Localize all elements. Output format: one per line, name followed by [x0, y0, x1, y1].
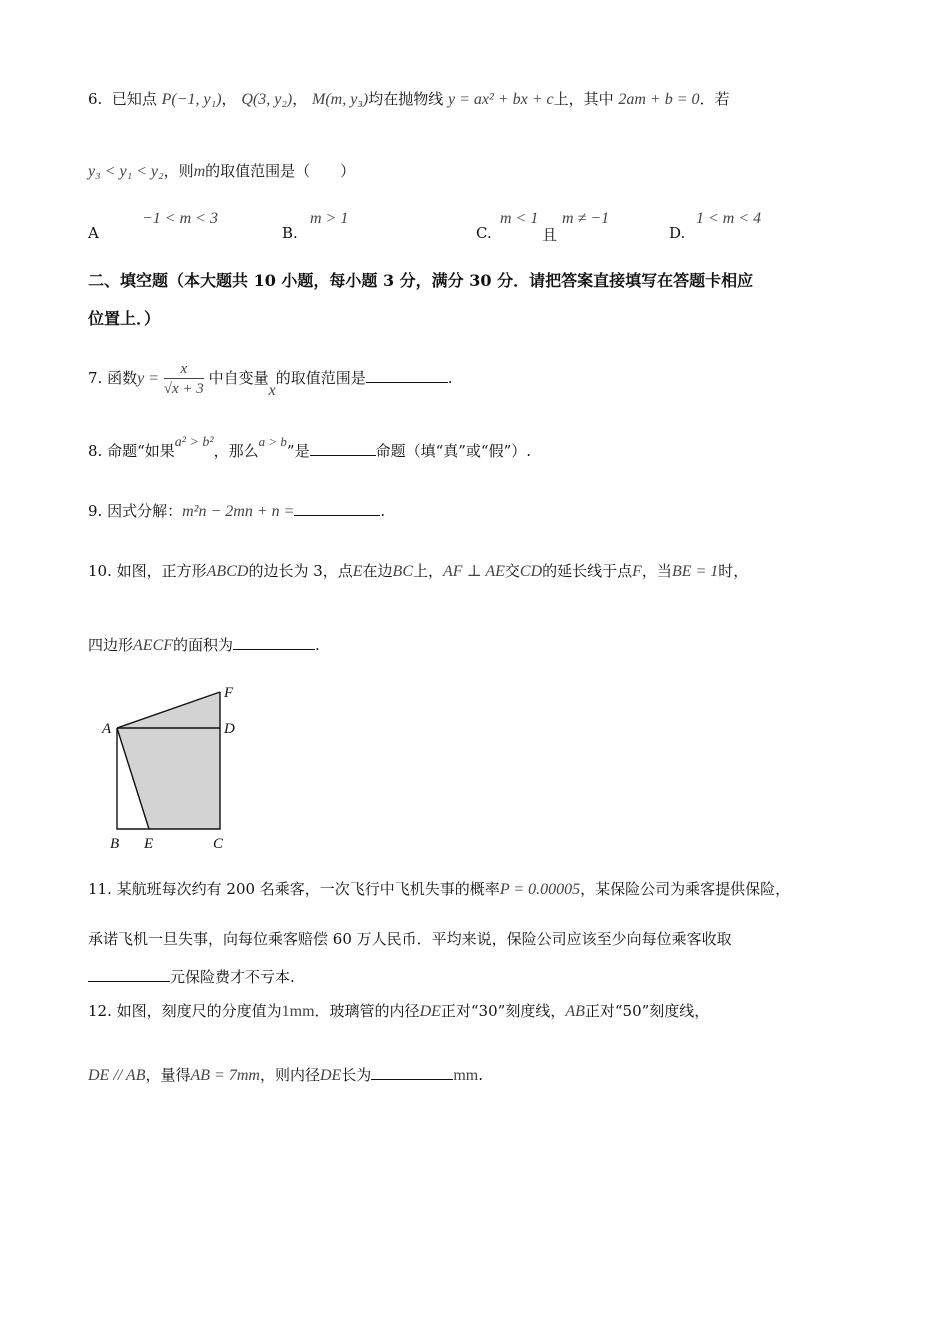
- q8-text-2: ，那么: [213, 442, 259, 460]
- q7-text-3: 的取值范围是: [275, 369, 366, 387]
- parabola-equation: y = ax² + bx + c: [448, 91, 554, 108]
- q7-text-2: 中自变量: [208, 369, 269, 387]
- q10-text-6: 的延长线于点: [542, 562, 633, 580]
- q12-line1: [88, 1000, 709, 1023]
- q6-text-3: 上，其中: [553, 90, 614, 108]
- q8-text-3: ”是: [286, 442, 310, 460]
- q12-text-3: 正对“30”刻度线，: [440, 1002, 566, 1020]
- q12-de: DE: [419, 1003, 441, 1020]
- q12-answer-blank[interactable]: [371, 1064, 453, 1080]
- q11-text-3: 元保险费才不亏本.: [170, 968, 295, 986]
- q10-answer-blank[interactable]: [233, 634, 315, 650]
- q11-line2: 承诺飞机一旦失事，向每位乘客赔偿 60 万人民币．平均来说，保险公司应该至少向每位乘客收取: [88, 930, 732, 948]
- section-2-heading-line1: 二、填空题（本大题共 10 小题，每小题 3 分，满分 30 分．请把答案直接填写在答题卡相应: [88, 271, 754, 290]
- q10-text-10: 的面积为: [173, 636, 234, 654]
- q8-condition-2: a > b: [258, 434, 287, 449]
- q12-measurement: AB = 7mm: [190, 1067, 260, 1084]
- q7-answer-blank[interactable]: [366, 367, 448, 383]
- q7-numerator: x: [164, 360, 204, 379]
- q10-text-8: 时，: [718, 562, 749, 580]
- q8-text-4: 命题（填“真”或“假”）.: [375, 442, 532, 460]
- q12-text-2: ．玻璃管的内径: [314, 1002, 420, 1020]
- q6-text-1: 已知点: [111, 90, 157, 108]
- q9-expression: m²n − 2mn + n =: [182, 503, 295, 520]
- q10-side-cd: CD: [519, 563, 543, 580]
- label-a: A: [102, 721, 112, 737]
- q6-sep-2: ，: [292, 90, 308, 108]
- q11-line1: [88, 878, 790, 901]
- q7-denominator: √x + 3: [163, 380, 204, 397]
- point-Q: Q(3, y₂): [241, 91, 293, 108]
- q10-perpendicular: AF ⊥ AE: [443, 563, 505, 580]
- q6-text-2: 均在抛物线: [368, 90, 444, 108]
- q10-quadrilateral: AECF: [133, 637, 174, 654]
- q11-text-1: 某航班每次约有 200 名乘客，一次飞行中飞机失事的概率: [116, 880, 500, 898]
- q7-text-1: 函数: [107, 369, 138, 387]
- option-b-label: B.: [282, 224, 298, 242]
- q10-text-1: 如图，正方形: [116, 562, 207, 580]
- q7-period: .: [447, 369, 453, 387]
- q12-unit: 1mm: [281, 1003, 315, 1020]
- point-P: P(−1, y₁): [161, 91, 222, 108]
- q8-line: [88, 434, 532, 464]
- q7-fraction: [164, 360, 204, 399]
- option-a-value: −1 < m < 3: [142, 210, 218, 227]
- q6-condition: 2am + b = 0: [618, 91, 700, 108]
- label-d: D: [224, 721, 235, 737]
- q7-lhs: y =: [137, 370, 160, 387]
- section-2-heading-line2: 位置上．）: [88, 309, 161, 328]
- q6-number: 6.: [88, 90, 103, 108]
- q10-be-length: BE = 1: [671, 563, 719, 580]
- q7-number: 7.: [88, 369, 103, 387]
- q12-number: 12.: [88, 1002, 112, 1020]
- q9-period: .: [380, 502, 386, 520]
- q8-condition-1: a² > b²: [174, 435, 214, 450]
- option-d-label: D.: [669, 224, 686, 242]
- q10-point-e: E: [352, 563, 363, 580]
- q10-point-f: F: [632, 563, 642, 580]
- q10-text-7: ，当: [641, 562, 672, 580]
- q12-de-2: DE: [319, 1067, 342, 1084]
- q7-variable: x: [268, 382, 276, 399]
- q10-line1: [88, 560, 748, 583]
- option-d-value: 1 < m < 4: [696, 210, 762, 227]
- option-c-value-2: m ≠ −1: [562, 210, 610, 227]
- q11-answer-blank[interactable]: [88, 966, 170, 982]
- q9-answer-blank[interactable]: [294, 500, 380, 516]
- q10-square-name: ABCD: [206, 563, 249, 580]
- q9-line: [88, 500, 385, 523]
- q6-text-5: ，则: [163, 162, 194, 180]
- option-c-and: 且: [542, 226, 558, 244]
- label-f: F: [224, 685, 234, 701]
- label-b: B: [110, 836, 120, 852]
- option-c-value-1: m < 1: [500, 210, 539, 227]
- option-c-label: C.: [476, 224, 492, 242]
- option-a-label: A: [88, 224, 99, 242]
- q10-text-2: 的边长为 3，点: [248, 562, 353, 580]
- shaded-quadrilateral-aecf: [117, 692, 220, 829]
- q12-period: .: [478, 1066, 483, 1084]
- q8-number: 8.: [88, 442, 103, 460]
- q8-text-1: 命题“如果: [107, 442, 175, 460]
- q11-text-2: ，某保险公司为乘客提供保险，: [580, 880, 791, 898]
- q11-number: 11.: [88, 880, 112, 898]
- q6-line2: [88, 160, 355, 183]
- q10-side-bc: BC: [392, 563, 413, 580]
- q8-answer-blank[interactable]: [310, 440, 376, 456]
- q10-figure: [96, 678, 256, 858]
- point-M: M(m, y₃): [312, 91, 369, 108]
- q7-line: [88, 356, 453, 401]
- q10-text-4: 上，: [413, 562, 444, 580]
- q6-line1: [88, 88, 730, 111]
- q10-number: 10.: [88, 562, 112, 580]
- q10-period: .: [315, 636, 320, 654]
- q12-text-4: 正对“50”刻度线，: [584, 1002, 710, 1020]
- q6-sep-1: ，: [221, 90, 237, 108]
- q10-text-3: 在边: [362, 562, 393, 580]
- label-c: C: [213, 836, 224, 852]
- q6-text-6: 的取值范围是（ ）: [205, 162, 356, 180]
- q12-parallel: DE // AB: [88, 1067, 146, 1084]
- option-b-value: m > 1: [310, 210, 349, 227]
- q12-text-5: ，量得: [145, 1066, 191, 1084]
- q12-text-6: ，则内径: [259, 1066, 320, 1084]
- q10-text-5: 交: [504, 562, 520, 580]
- q11-line3: [88, 966, 295, 988]
- q12-text-1: 如图，刻度尺的分度值为: [116, 1002, 282, 1020]
- q12-text-7: 长为: [341, 1066, 372, 1084]
- q9-number: 9.: [88, 502, 103, 520]
- label-e: E: [144, 836, 154, 852]
- q11-probability: P = 0.00005: [499, 881, 581, 898]
- q12-mm-unit: mm: [453, 1067, 479, 1084]
- q9-text-1: 因式分解：: [107, 502, 183, 520]
- q6-m-variable: m: [193, 163, 206, 180]
- q10-text-9: 四边形: [88, 636, 134, 654]
- q6-inequality: y₃ < y₁ < y₂: [88, 163, 164, 180]
- q12-line2: [88, 1064, 483, 1087]
- q6-text-4: ．若: [699, 90, 730, 108]
- q12-ab: AB: [565, 1003, 585, 1020]
- q10-line2: [88, 634, 320, 657]
